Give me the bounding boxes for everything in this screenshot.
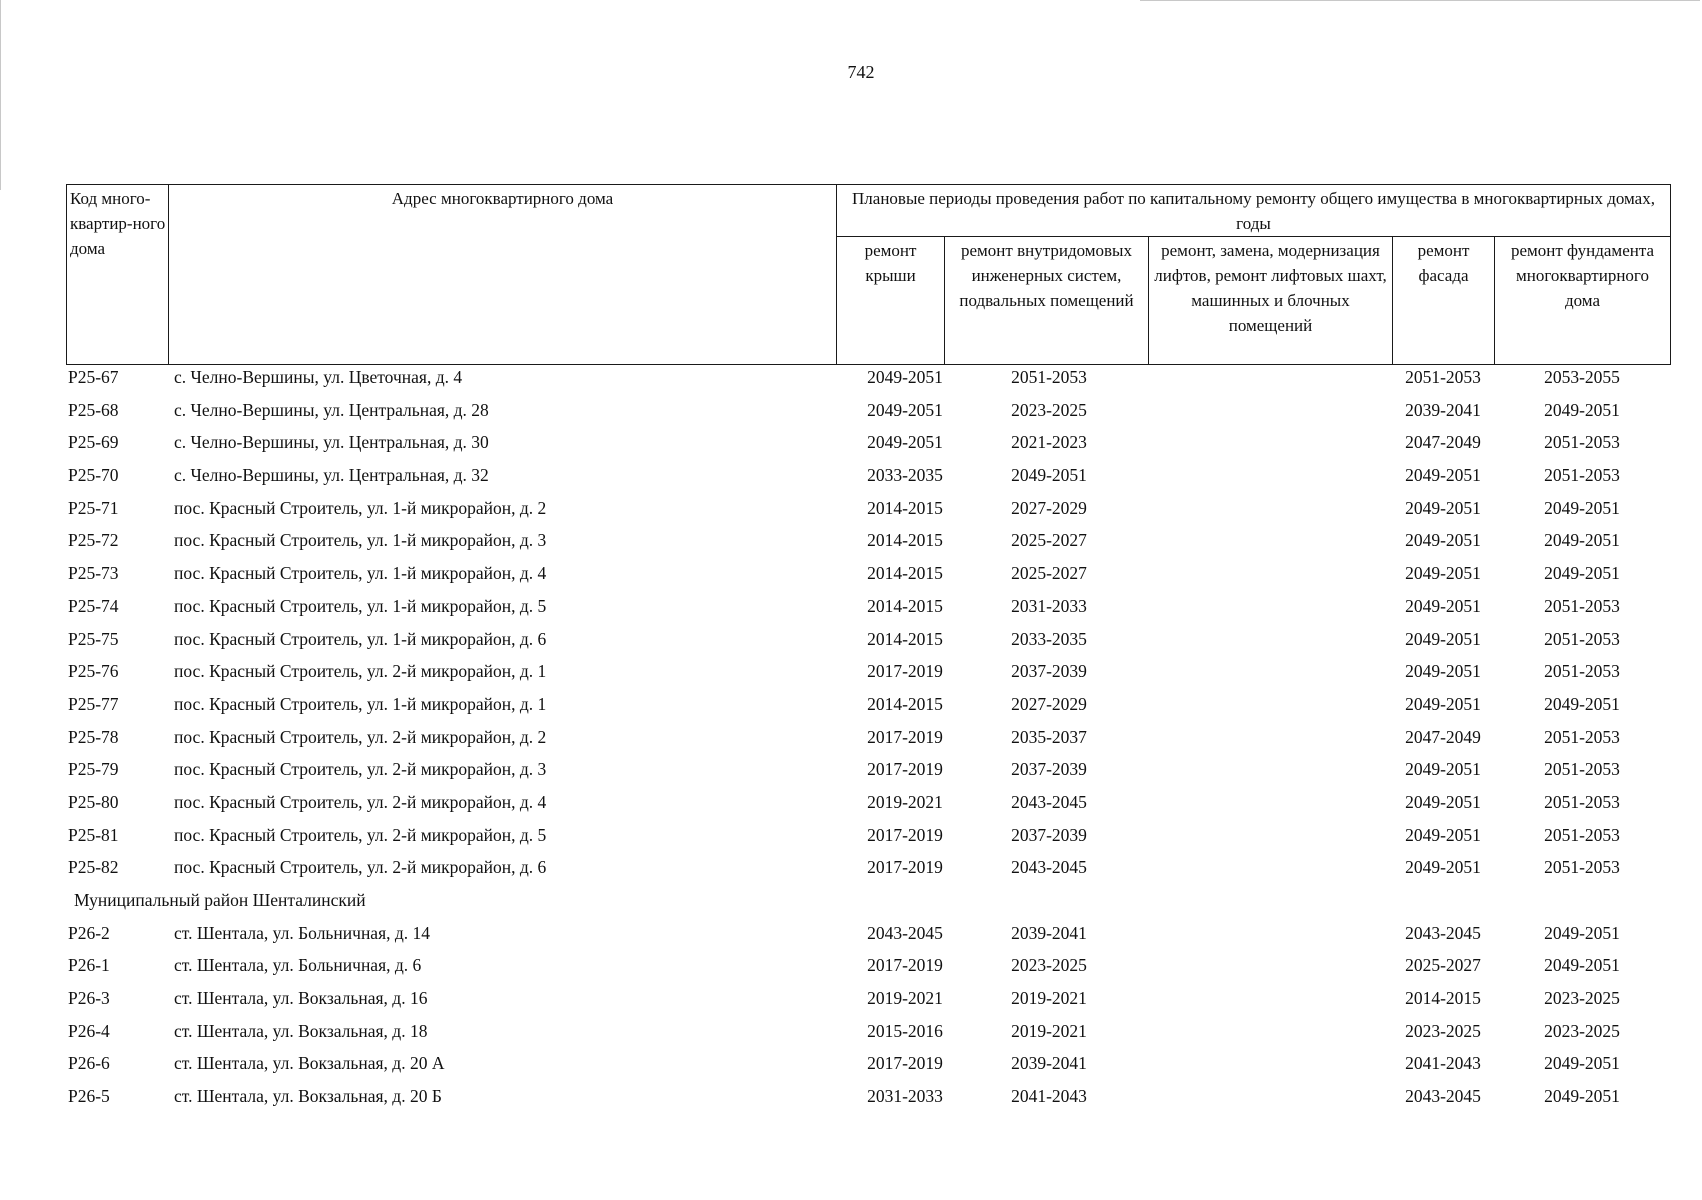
cell-foundation: 2049-2051 (1544, 1086, 1620, 1107)
cell-facade: 2047-2049 (1405, 432, 1481, 453)
cell-engineering: 2027-2029 (1011, 497, 1087, 518)
table-row (66, 658, 1670, 691)
cell-code: Р25-71 (68, 497, 119, 518)
cell-foundation: 2049-2051 (1544, 399, 1620, 420)
cell-facade: 2049-2051 (1405, 465, 1481, 486)
table-row (66, 462, 1670, 495)
cell-foundation: 2051-2053 (1544, 759, 1620, 780)
cell-address: с. Челно-Вершины, ул. Цветочная, д. 4 (174, 367, 463, 387)
cell-address: с. Челно-Вершины, ул. Центральная, д. 28 (174, 399, 489, 420)
table-row (66, 397, 1670, 430)
table-row (66, 920, 1670, 953)
cell-foundation: 2051-2053 (1544, 791, 1620, 812)
header-address: Адрес многоквартирного дома (169, 185, 837, 365)
table-row (66, 593, 1670, 626)
cell-facade: 2049-2051 (1405, 791, 1481, 812)
cell-engineering: 2019-2021 (1011, 988, 1087, 1009)
header-foundation: ремонт фундамента многоквартирного дома (1495, 237, 1671, 365)
cell-engineering: 2039-2041 (1011, 1053, 1087, 1074)
cell-engineering: 2019-2021 (1011, 1020, 1087, 1041)
cell-address: с. Челно-Вершины, ул. Центральная, д. 30 (174, 432, 489, 453)
cell-code: Р25-82 (68, 857, 119, 878)
cell-code: Р25-81 (68, 824, 119, 845)
cell-engineering: 2037-2039 (1011, 661, 1087, 682)
cell-foundation: 2053-2055 (1544, 367, 1620, 387)
table-row (66, 854, 1670, 887)
table-row (66, 985, 1670, 1018)
scan-edge-line-top (1140, 0, 1700, 1)
table-row (66, 364, 1670, 397)
table-row (66, 952, 1670, 985)
cell-facade: 2041-2043 (1405, 1053, 1481, 1074)
cell-facade: 2047-2049 (1405, 726, 1481, 747)
cell-engineering: 2023-2025 (1011, 955, 1087, 976)
cell-roof: 2049-2051 (867, 432, 943, 453)
cell-roof: 2014-2015 (867, 628, 943, 649)
cell-foundation: 2051-2053 (1544, 857, 1620, 878)
cell-address: пос. Красный Строитель, ул. 2-й микрорайон, д. 3 (174, 759, 547, 780)
cell-foundation: 2051-2053 (1544, 661, 1620, 682)
cell-address: ст. Шентала, ул. Вокзальная, д. 20 Б (174, 1086, 442, 1107)
cell-roof: 2015-2016 (867, 1020, 943, 1041)
table-row (66, 560, 1670, 593)
cell-facade: 2043-2045 (1405, 922, 1481, 943)
cell-facade: 2051-2053 (1405, 367, 1481, 387)
table-row (66, 527, 1670, 560)
cell-code: Р26-1 (68, 955, 110, 976)
cell-facade: 2049-2051 (1405, 530, 1481, 551)
cell-roof: 2031-2033 (867, 1086, 943, 1107)
cell-code: Р25-76 (68, 661, 119, 682)
table-row (66, 1050, 1670, 1083)
table-body (66, 364, 1670, 1116)
cell-code: Р25-72 (68, 530, 119, 551)
table-row (66, 822, 1670, 855)
cell-facade: 2049-2051 (1405, 628, 1481, 649)
cell-roof: 2014-2015 (867, 693, 943, 714)
cell-engineering: 2035-2037 (1011, 726, 1087, 747)
cell-address: пос. Красный Строитель, ул. 2-й микрорайон, д. 4 (174, 791, 547, 812)
cell-engineering: 2051-2053 (1011, 367, 1087, 387)
cell-code: Р25-79 (68, 759, 119, 780)
cell-roof: 2017-2019 (867, 661, 943, 682)
cell-roof: 2014-2015 (867, 497, 943, 518)
cell-foundation: 2051-2053 (1544, 432, 1620, 453)
cell-engineering: 2021-2023 (1011, 432, 1087, 453)
cell-facade: 2043-2045 (1405, 1086, 1481, 1107)
cell-foundation: 2049-2051 (1544, 563, 1620, 584)
cell-address: ст. Шентала, ул. Вокзальная, д. 16 (174, 988, 428, 1009)
page-number: 742 (847, 62, 875, 82)
cell-code: Р25-68 (68, 399, 119, 420)
cell-foundation: 2049-2051 (1544, 922, 1620, 943)
cell-roof: 2017-2019 (867, 857, 943, 878)
cell-facade: 2049-2051 (1405, 824, 1481, 845)
cell-roof: 2014-2015 (867, 595, 943, 616)
table-row (66, 1018, 1670, 1051)
cell-engineering: 2031-2033 (1011, 595, 1087, 616)
cell-address: пос. Красный Строитель, ул. 2-й микрорайон, д. 1 (174, 661, 547, 682)
cell-facade: 2014-2015 (1405, 988, 1481, 1009)
cell-roof: 2019-2021 (867, 988, 943, 1009)
cell-code: Р26-6 (68, 1053, 110, 1074)
table-row (66, 724, 1670, 757)
table-row (66, 691, 1670, 724)
cell-address: пос. Красный Строитель, ул. 1-й микрорайон, д. 1 (174, 693, 547, 714)
section-row (66, 887, 1670, 920)
cell-address: ст. Шентала, ул. Больничная, д. 6 (174, 955, 422, 976)
cell-address: пос. Красный Строитель, ул. 2-й микрорайон, д. 5 (174, 824, 547, 845)
cell-facade: 2049-2051 (1405, 563, 1481, 584)
table-row (66, 626, 1670, 659)
table-row (66, 429, 1670, 462)
cell-foundation: 2049-2051 (1544, 497, 1620, 518)
cell-address: пос. Красный Строитель, ул. 1-й микрорайон, д. 4 (174, 563, 547, 584)
cell-engineering: 2043-2045 (1011, 791, 1087, 812)
cell-engineering: 2049-2051 (1011, 465, 1087, 486)
cell-address: ст. Шентала, ул. Больничная, д. 14 (174, 922, 431, 943)
cell-address: пос. Красный Строитель, ул. 2-й микрорайон, д. 2 (174, 726, 547, 747)
cell-foundation: 2051-2053 (1544, 726, 1620, 747)
cell-engineering: 2041-2043 (1011, 1086, 1087, 1107)
cell-code: Р25-69 (68, 432, 119, 453)
header-code: Код много-квартир-ного дома (67, 185, 169, 365)
cell-engineering: 2039-2041 (1011, 922, 1087, 943)
cell-code: Р26-2 (68, 922, 110, 943)
cell-facade: 2049-2051 (1405, 857, 1481, 878)
cell-roof: 2017-2019 (867, 955, 943, 976)
cell-code: Р26-3 (68, 988, 110, 1009)
table-header (66, 184, 1671, 365)
table-row (66, 789, 1670, 822)
cell-code: Р26-4 (68, 1020, 110, 1041)
cell-roof: 2049-2051 (867, 399, 943, 420)
cell-foundation: 2051-2053 (1544, 465, 1620, 486)
cell-facade: 2025-2027 (1405, 955, 1481, 976)
cell-engineering: 2043-2045 (1011, 857, 1087, 878)
cell-address: с. Челно-Вершины, ул. Центральная, д. 32 (174, 465, 489, 486)
cell-foundation: 2049-2051 (1544, 1053, 1620, 1074)
cell-code: Р25-70 (68, 465, 119, 486)
scan-edge-line-left (0, 0, 1, 190)
cell-address: ст. Шентала, ул. Вокзальная, д. 20 А (174, 1053, 445, 1074)
cell-roof: 2049-2051 (867, 367, 943, 387)
cell-foundation: 2051-2053 (1544, 824, 1620, 845)
cell-engineering: 2037-2039 (1011, 824, 1087, 845)
table-row (66, 756, 1670, 789)
cell-foundation: 2023-2025 (1544, 1020, 1620, 1041)
cell-facade: 2039-2041 (1405, 399, 1481, 420)
cell-address: пос. Красный Строитель, ул. 1-й микрорайон, д. 2 (174, 497, 547, 518)
cell-code: Р25-77 (68, 693, 119, 714)
cell-facade: 2049-2051 (1405, 759, 1481, 780)
cell-facade: 2049-2051 (1405, 693, 1481, 714)
cell-roof: 2019-2021 (867, 791, 943, 812)
cell-engineering: 2023-2025 (1011, 399, 1087, 420)
cell-address: пос. Красный Строитель, ул. 1-й микрорайон, д. 3 (174, 530, 547, 551)
cell-roof: 2017-2019 (867, 726, 943, 747)
section-title: Муниципальный район Шенталинский (74, 890, 366, 910)
cell-engineering: 2033-2035 (1011, 628, 1087, 649)
cell-facade: 2023-2025 (1405, 1020, 1481, 1041)
header-roof: ремонт крыши (837, 237, 945, 365)
cell-facade: 2049-2051 (1405, 497, 1481, 518)
cell-code: Р25-67 (68, 367, 119, 387)
cell-roof: 2017-2019 (867, 1053, 943, 1074)
cell-engineering: 2025-2027 (1011, 563, 1087, 584)
cell-roof: 2043-2045 (867, 922, 943, 943)
cell-foundation: 2051-2053 (1544, 595, 1620, 616)
cell-roof: 2033-2035 (867, 465, 943, 486)
cell-code: Р26-5 (68, 1086, 110, 1107)
cell-code: Р25-80 (68, 791, 119, 812)
cell-roof: 2017-2019 (867, 824, 943, 845)
cell-engineering: 2025-2027 (1011, 530, 1087, 551)
table-row (66, 495, 1670, 528)
header-engineering: ремонт внутридомовых инженерных систем, подвальных помещений (945, 237, 1149, 365)
cell-roof: 2014-2015 (867, 563, 943, 584)
header-lifts: ремонт, замена, модернизация лифтов, ремонт лифтовых шахт, машинных и блочных помещений (1149, 237, 1393, 365)
cell-address: пос. Красный Строитель, ул. 1-й микрорайон, д. 5 (174, 595, 547, 616)
cell-code: Р25-78 (68, 726, 119, 747)
cell-foundation: 2049-2051 (1544, 530, 1620, 551)
cell-address: пос. Красный Строитель, ул. 1-й микрорайон, д. 6 (174, 628, 547, 649)
cell-foundation: 2023-2025 (1544, 988, 1620, 1009)
cell-facade: 2049-2051 (1405, 595, 1481, 616)
table-row (66, 1083, 1670, 1116)
cell-engineering: 2037-2039 (1011, 759, 1087, 780)
cell-address: ст. Шентала, ул. Вокзальная, д. 18 (174, 1020, 428, 1041)
cell-code: Р25-73 (68, 563, 119, 584)
cell-engineering: 2027-2029 (1011, 693, 1087, 714)
cell-foundation: 2049-2051 (1544, 693, 1620, 714)
cell-facade: 2049-2051 (1405, 661, 1481, 682)
cell-foundation: 2051-2053 (1544, 628, 1620, 649)
cell-foundation: 2049-2051 (1544, 955, 1620, 976)
cell-address: пос. Красный Строитель, ул. 2-й микрорайон, д. 6 (174, 857, 547, 878)
header-facade: ремонт фасада (1393, 237, 1495, 365)
cell-code: Р25-74 (68, 595, 119, 616)
cell-roof: 2014-2015 (867, 530, 943, 551)
cell-roof: 2017-2019 (867, 759, 943, 780)
header-periods: Плановые периоды проведения работ по капитальному ремонту общего имущества в многоквартирных домах, годы (837, 185, 1671, 237)
cell-code: Р25-75 (68, 628, 119, 649)
